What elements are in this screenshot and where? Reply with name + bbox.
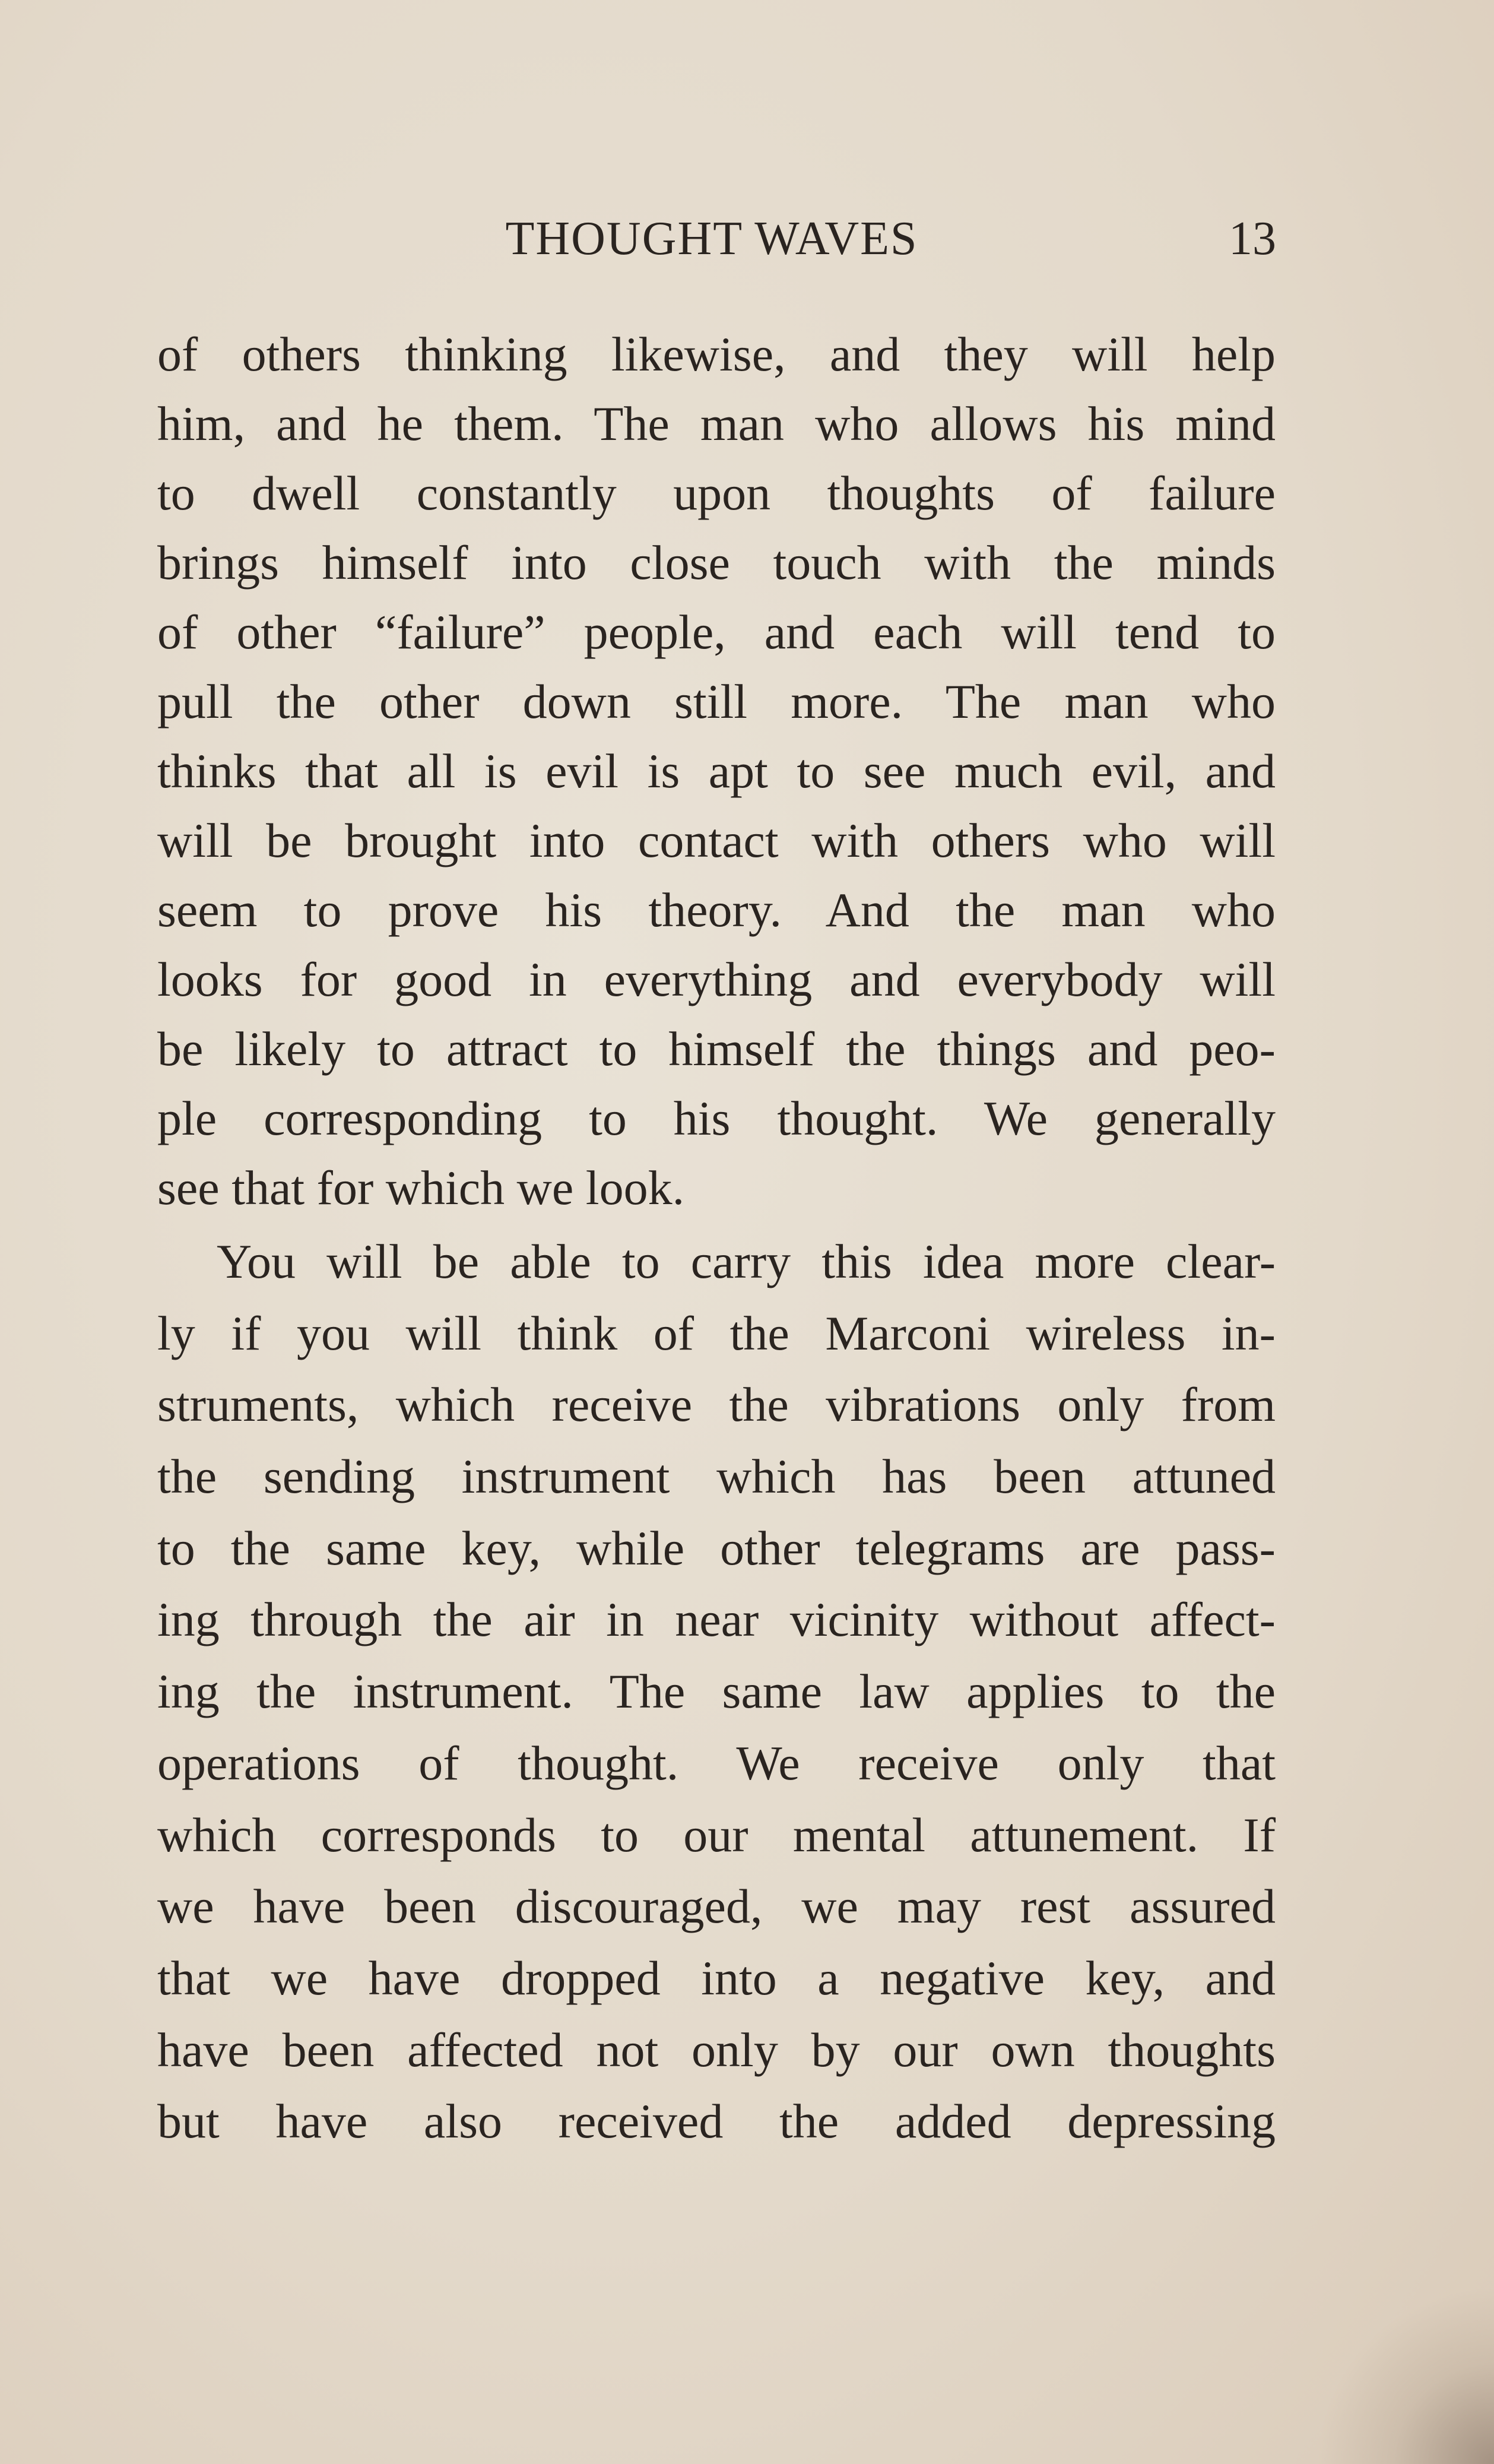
text-line: be likely to attract to himself the things and peo- — [157, 1022, 1276, 1076]
text-line: will be brought into contact with others who will — [157, 813, 1276, 867]
text-line: of others thinking likewise, and they will help — [157, 327, 1276, 381]
text-line: ly if you will think of the Marconi wireless in- — [157, 1306, 1276, 1360]
text-line: brings himself into close touch with the minds — [157, 536, 1276, 590]
text-line: the sending instrument which has been attuned — [157, 1449, 1276, 1504]
text-line: to the same key, while other telegrams are pass- — [157, 1521, 1276, 1575]
text-line: of other “failure” people, and each will tend to — [157, 605, 1276, 659]
text-line: but have also received the added depressing — [157, 2094, 1276, 2149]
text-line: looks for good in everything and everybody will — [157, 952, 1276, 1006]
text-line: operations of thought. We receive only that — [157, 1735, 1276, 1790]
text-line: him, and he them. The man who allows his mind — [157, 397, 1276, 451]
text-line: thinks that all is evil is apt to see much evil, and — [157, 744, 1276, 798]
running-head — [0, 211, 1494, 267]
page-corner-shadow — [1316, 2286, 1494, 2464]
text-line: struments, which receive the vibrations only from — [157, 1377, 1276, 1432]
text-line: ple corresponding to his thought. We generally — [157, 1091, 1276, 1145]
page-number: 13 — [1229, 213, 1276, 265]
text-line: ing through the air in near vicinity without affect- — [157, 1592, 1276, 1647]
text-line: see that for which we look. — [157, 1161, 685, 1215]
text-line: ing the instrument. The same law applies to the — [157, 1664, 1276, 1719]
text-line: You will be able to carry this idea more clear- — [217, 1234, 1276, 1288]
text-line: have been affected not only by our own thoughts — [157, 2022, 1276, 2077]
text-line: to dwell constantly upon thoughts of failure — [157, 466, 1276, 520]
text-line: pull the other down still more. The man who — [157, 674, 1276, 729]
text-line: that we have dropped into a negative key, and — [157, 1950, 1276, 2005]
text-line: we have been discouraged, we may rest assured — [157, 1879, 1276, 1934]
paragraph-1 — [157, 319, 1276, 1223]
paragraph-2 — [157, 1226, 1276, 2158]
running-title: THOUGHT WAVES — [505, 213, 918, 265]
text-line: seem to prove his theory. And the man who — [157, 883, 1276, 937]
text-line: which corresponds to our mental attunement. If — [157, 1807, 1276, 1862]
